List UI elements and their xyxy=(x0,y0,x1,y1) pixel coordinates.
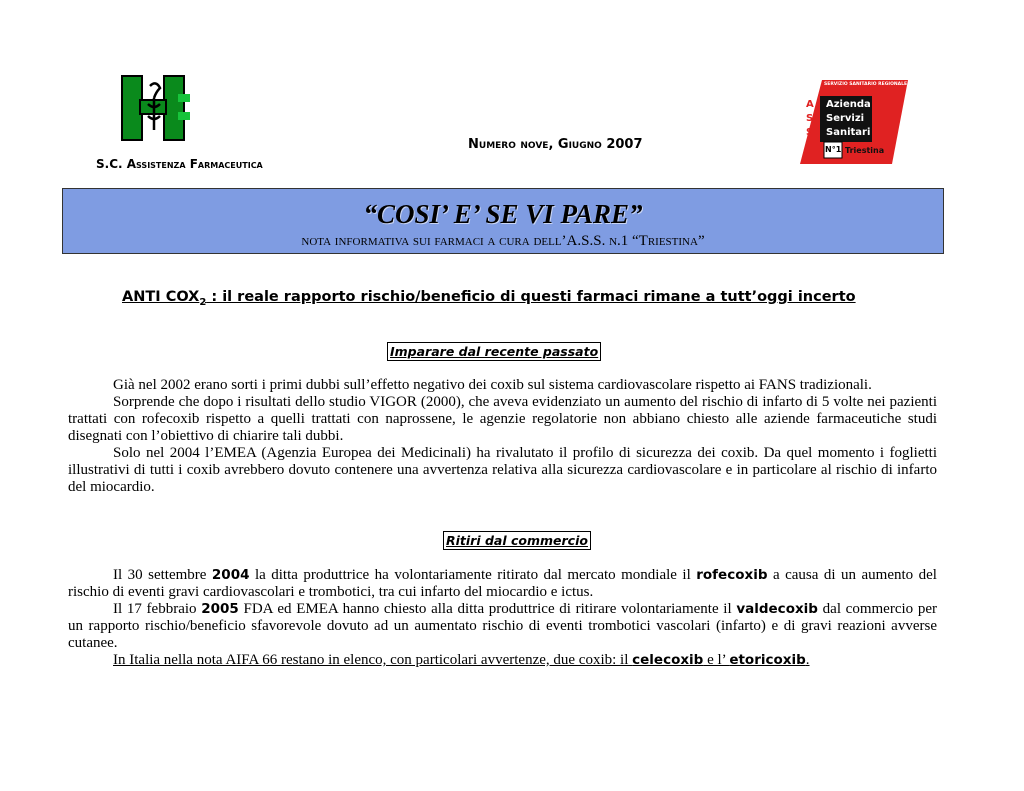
paragraph: Il 17 febbraio 2005 FDA ed EMEA hanno chiesto alla ditta produttrice di ritirare volontariamente il valdecoxib dal commercio per un rapporto rischio/beneficio sfavorevole dovuto ad un aumentato rischio di eventi trombotici vascolari (infarto) e di gravi reazioni avverse cutanee. xyxy=(68,601,937,651)
ass-top-text: SERVIZIO SANITARIO REGIONALE xyxy=(824,82,908,87)
article-title-main: ANTI COX xyxy=(122,289,200,305)
ass-word-servizi: Servizi xyxy=(826,113,865,124)
ass-word-azienda: Azienda xyxy=(826,99,871,110)
newsletter-subtitle: nota informativa sui farmaci a cura dell’A.S.S. n.1 “Triestina” xyxy=(301,233,705,249)
ass-logo xyxy=(800,80,908,164)
ass-letter-a: A xyxy=(806,99,814,110)
article-title-rest: : il reale rapporto rischio/beneficio di questi farmaci rimane a tutt’oggi incerto xyxy=(206,289,856,305)
ass-city: Triestina xyxy=(845,146,885,155)
ass-word-sanitari: Sanitari xyxy=(826,127,871,138)
paragraph: Il 30 settembre 2004 la ditta produttrice ha volontariamente ritirato dal mercato mondiale il rofecoxib a causa di un aumento del rischio di eventi gravi cardiovascolari e trombotici, tra cui infarto del miocardio e ictus. xyxy=(68,567,937,600)
paragraph: In Italia nella nota AIFA 66 restano in elenco, con particolari avvertenze, due coxib: il celecoxib e l’ etoricoxib. xyxy=(113,652,810,668)
ass-number: N°1 xyxy=(825,145,842,154)
ass-letter-s2: S xyxy=(806,127,814,138)
department-name: S.C. Assistenza Farmaceutica xyxy=(96,157,263,171)
ass-letter-s1: S xyxy=(806,113,814,124)
paragraph: Solo nel 2004 l’EMEA (Agenzia Europea dei Medicinali) ha rivalutato il profilo di sicurezza dei coxib. Da quel momento i foglietti illustrativi di tutti i coxib avrebbero dovuto contenere una avvertenza relativa alla sicurezza cardiovascolare e in particolare al rischio di infarto del miocardio. xyxy=(68,445,937,495)
newsletter-title: “COSI’ E’ SE VI PARE” xyxy=(363,199,643,229)
section-body-ritiri xyxy=(68,567,937,669)
section-heading-passato: Imparare dal recente passato xyxy=(387,342,601,361)
section-body-passato xyxy=(68,377,937,496)
article-title-subscript: 2 xyxy=(199,296,207,308)
paragraph: Già nel 2002 erano sorti i primi dubbi sull’effetto negativo dei coxib sul sistema cardiovascolare rispetto ai FANS tradizionali. xyxy=(113,377,872,393)
paragraph: Sorprende che dopo i risultati dello studio VIGOR (2000), che aveva evidenziato un aumento del rischio di infarto di 5 volte nei pazienti trattati con rofecoxib rispetto a quelli trattati con naprossene, le agenzie regolatorie non abbiano chiesto alle aziende farmaceutiche studi disegnati con l’obiettivo di chiarire tali dubbi. xyxy=(68,394,937,444)
title-banner xyxy=(62,188,944,254)
issue-info: Numero nove, Giugno 2007 xyxy=(468,137,643,152)
pharmacy-logo xyxy=(120,74,192,142)
article-title xyxy=(122,289,856,308)
section-heading-ritiri: Ritiri dal commercio xyxy=(443,531,591,550)
